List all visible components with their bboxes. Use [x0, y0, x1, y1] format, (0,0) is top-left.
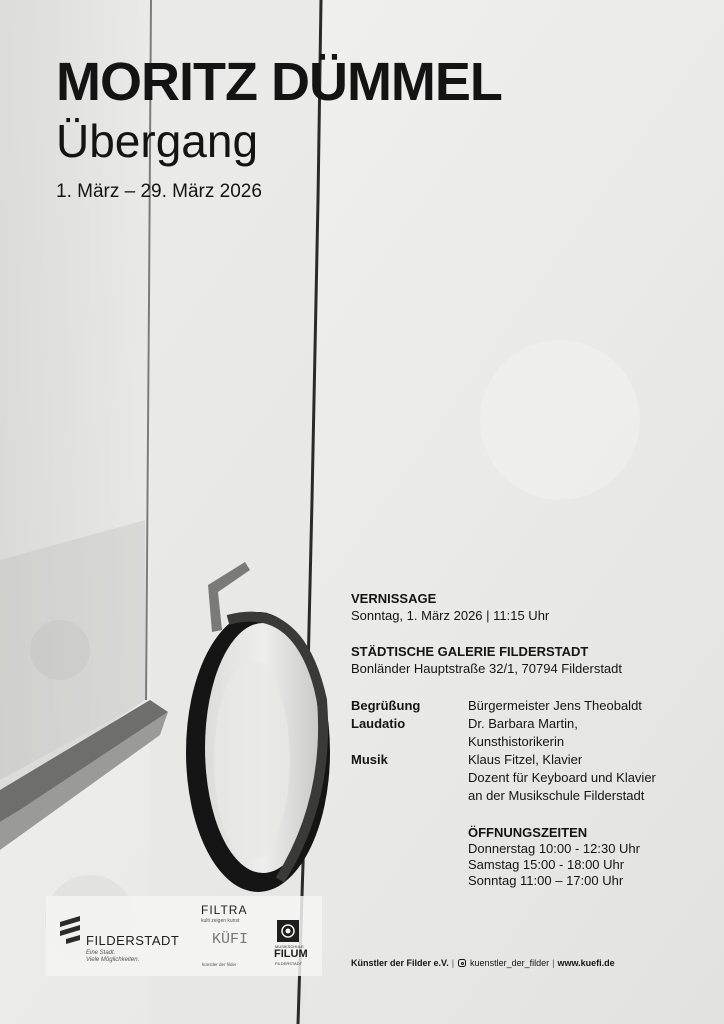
- venue-address: Bonländer Hauptstraße 32/1, 70794 Filderstadt: [351, 661, 623, 676]
- program-label-music: Musik: [351, 752, 388, 767]
- footer-instagram-handle[interactable]: kuenstler_der_filder: [470, 958, 550, 968]
- footer-separator: |: [451, 958, 455, 968]
- filderstadt-logo-tagline-1: Eine Stadt.: [86, 950, 116, 956]
- program-label-greeting: Begrüßung: [351, 698, 421, 713]
- footer-organization: Künstler der Filder e.V.: [351, 958, 449, 968]
- sponsor-logos: [46, 896, 322, 976]
- program-label-laudatio: Laudatio: [351, 716, 406, 731]
- opening-hours-sunday: Sonntag 11:00 – 17:00 Uhr: [468, 873, 624, 888]
- opening-hours-thursday: Donnerstag 10:00 - 12:30 Uhr: [468, 841, 640, 856]
- kuefi-logo-tagline: künstler der filder: [202, 962, 237, 967]
- footer-website-link[interactable]: www.kuefi.de: [557, 958, 615, 968]
- filderstadt-logo-tagline-2: Viele Möglichkeiten.: [86, 957, 140, 963]
- instagram-icon: [458, 959, 466, 967]
- footer-contact: [351, 957, 615, 969]
- opening-hours-heading: ÖFFNUNGSZEITEN: [468, 825, 588, 840]
- artist-name: MORITZ DÜMMEL: [56, 52, 502, 112]
- program-laudatio-speaker: Dr. Barbara Martin,: [468, 716, 578, 731]
- exhibition-title: Übergang: [56, 115, 259, 167]
- program-music-performer: Klaus Fitzel, Klavier: [468, 752, 583, 767]
- filtra-logo-name: FILTRA: [201, 903, 248, 917]
- musikschule-logo-line-2: FILUM: [274, 948, 308, 960]
- program-laudatio-role: Kunsthistorikerin: [468, 734, 565, 749]
- kuefi-logo-mark: KÜFI: [212, 931, 249, 948]
- program-music-role: Dozent für Keyboard und Klavier: [468, 770, 656, 785]
- footer-separator: |: [552, 958, 555, 968]
- vernissage-date: Sonntag, 1. März 2026 | 11:15 Uhr: [351, 608, 550, 623]
- opening-hours-saturday: Samstag 15:00 - 18:00 Uhr: [468, 857, 625, 872]
- musikschule-logo-line-3: FILDERSTADT: [275, 961, 303, 966]
- program-music-institution: an der Musikschule Filderstadt: [468, 788, 645, 803]
- musikschule-logo-icon: [277, 920, 299, 942]
- exhibition-dates: 1. März – 29. März 2026: [56, 181, 262, 202]
- filderstadt-logo-name: FILDERSTADT: [86, 933, 180, 948]
- program-greeting-speaker: Bürgermeister Jens Theobaldt: [468, 698, 642, 713]
- filtra-logo-tagline: kulti zeigen kunst: [201, 918, 240, 924]
- musikschule-logo-line-1: MUSIKSCHULE: [275, 944, 304, 949]
- vernissage-heading: VERNISSAGE: [351, 591, 437, 606]
- venue-name: STÄDTISCHE GALERIE FILDERSTADT: [351, 644, 589, 659]
- filderstadt-logo-icon: [58, 914, 84, 948]
